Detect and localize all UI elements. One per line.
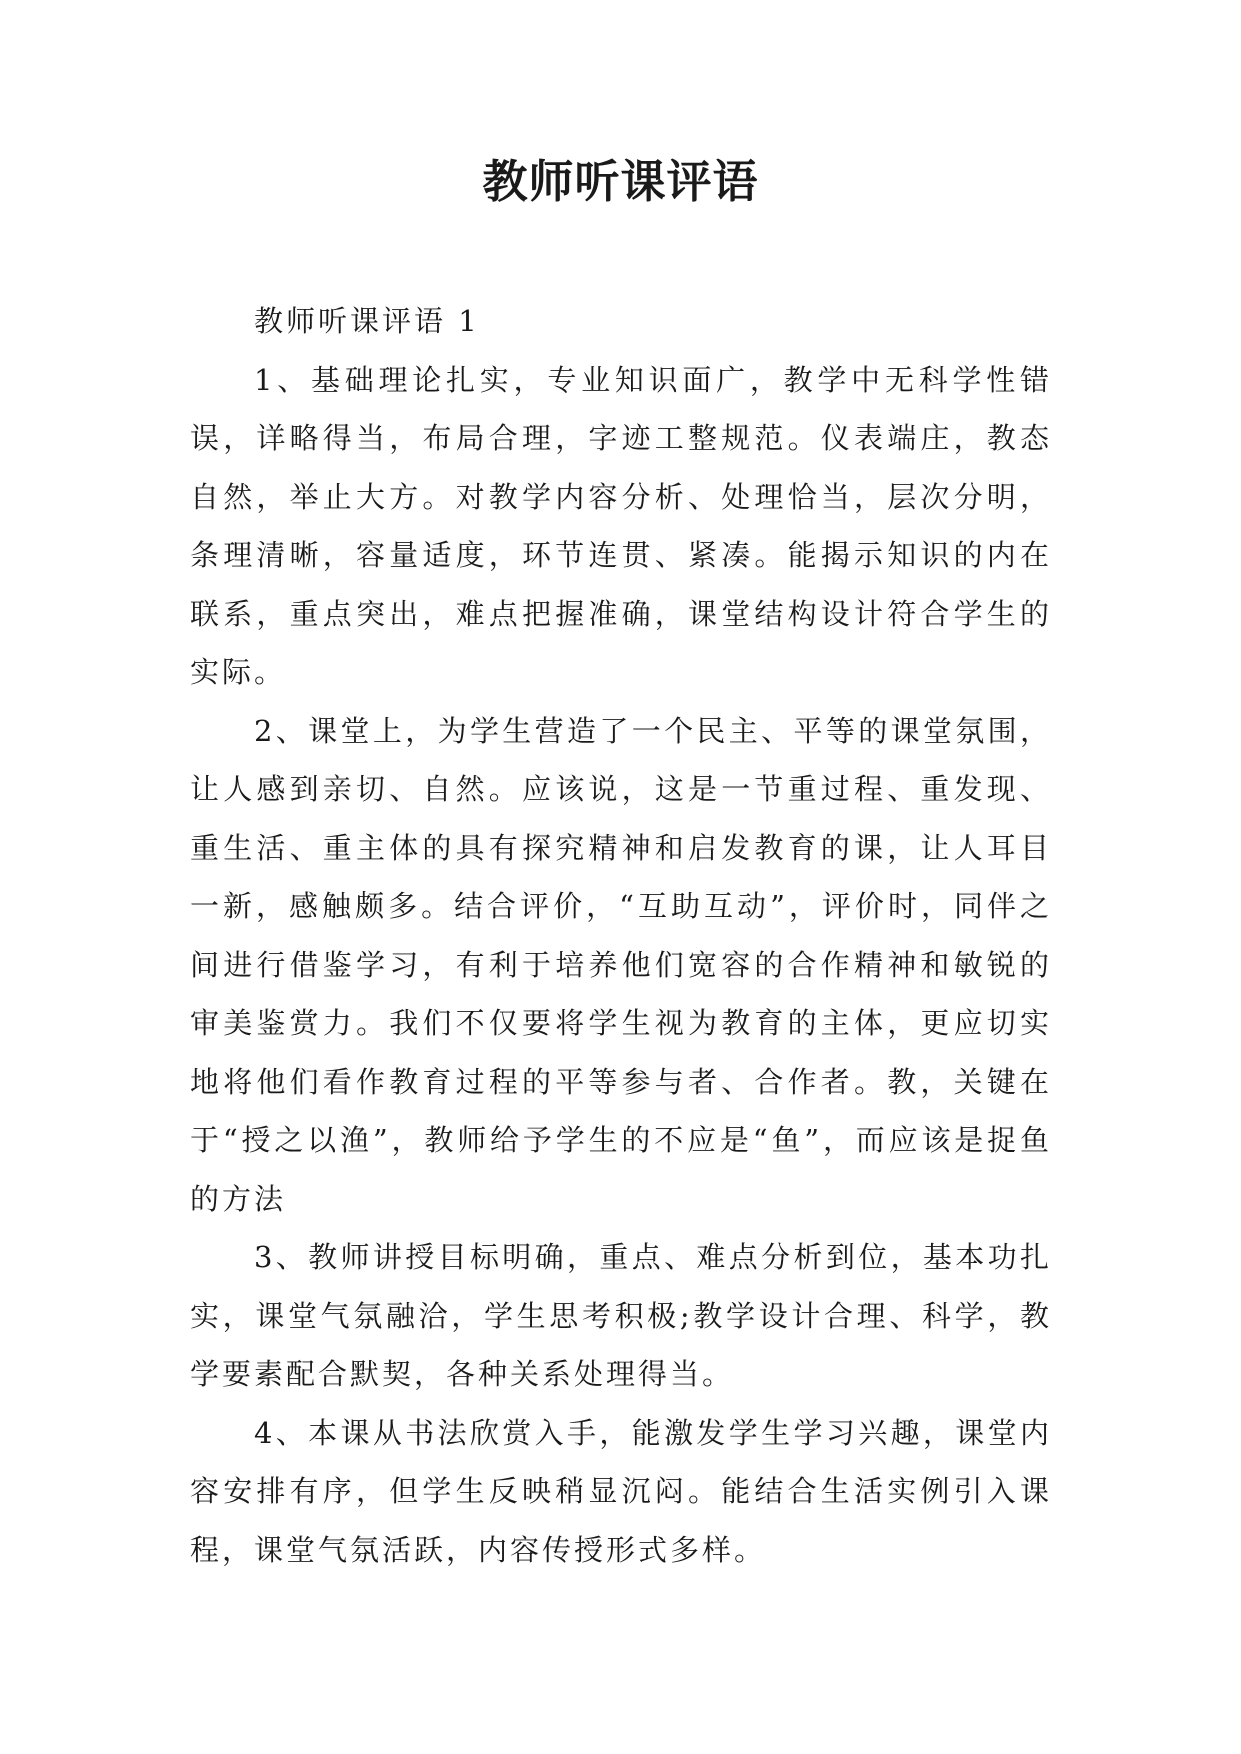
document-body xyxy=(190,292,1052,1579)
paragraph-4: 4、本课从书法欣赏入手，能激发学生学习兴趣，课堂内容安排有序，但学生反映稍显沉闷。能结合生活实例引入课程，课堂气氛活跃，内容传授形式多样。 xyxy=(190,1415,1052,1567)
paragraph-1: 1、基础理论扎实，专业知识面广，教学中无科学性错误，详略得当，布局合理，字迹工整规范。仪表端庄，教态自然，举止大方。对教学内容分析、处理恰当，层次分明，条理清晰，容量适度，环节连贯、紧凑。能揭示知识的内在联系，重点突出，难点把握准确，课堂结构设计符合学生的实际。 xyxy=(190,362,1052,689)
paragraph-3: 3、教师讲授目标明确，重点、难点分析到位，基本功扎实，课堂气氛融洽，学生思考积极;教学设计合理、科学，教学要素配合默契，各种关系处理得当。 xyxy=(190,1240,1052,1391)
paragraph-2: 2、课堂上，为学生营造了一个民主、平等的课堂氛围，让人感到亲切、自然。应该说，这是一节重过程、重发现、重生活、重主体的具有探究精神和启发教育的课，让人耳目一新，感触颇多。结合评价，“互助互动”，评价时，同伴之间进行借鉴学习，有利于培养他们宽容的合作精神和敏锐的审美鉴赏力。我们不仅要将学生视为教育的主体，更应切实地将他们看作教育过程的平等参与者、合作者。教，关键在于“授之以渔”，教师给予学生的不应是“鱼”，而应该是捉鱼的方法 xyxy=(190,713,1052,1216)
document-title: 教师听课评语 xyxy=(482,155,759,208)
section-heading: 教师听课评语 1 xyxy=(254,304,480,338)
